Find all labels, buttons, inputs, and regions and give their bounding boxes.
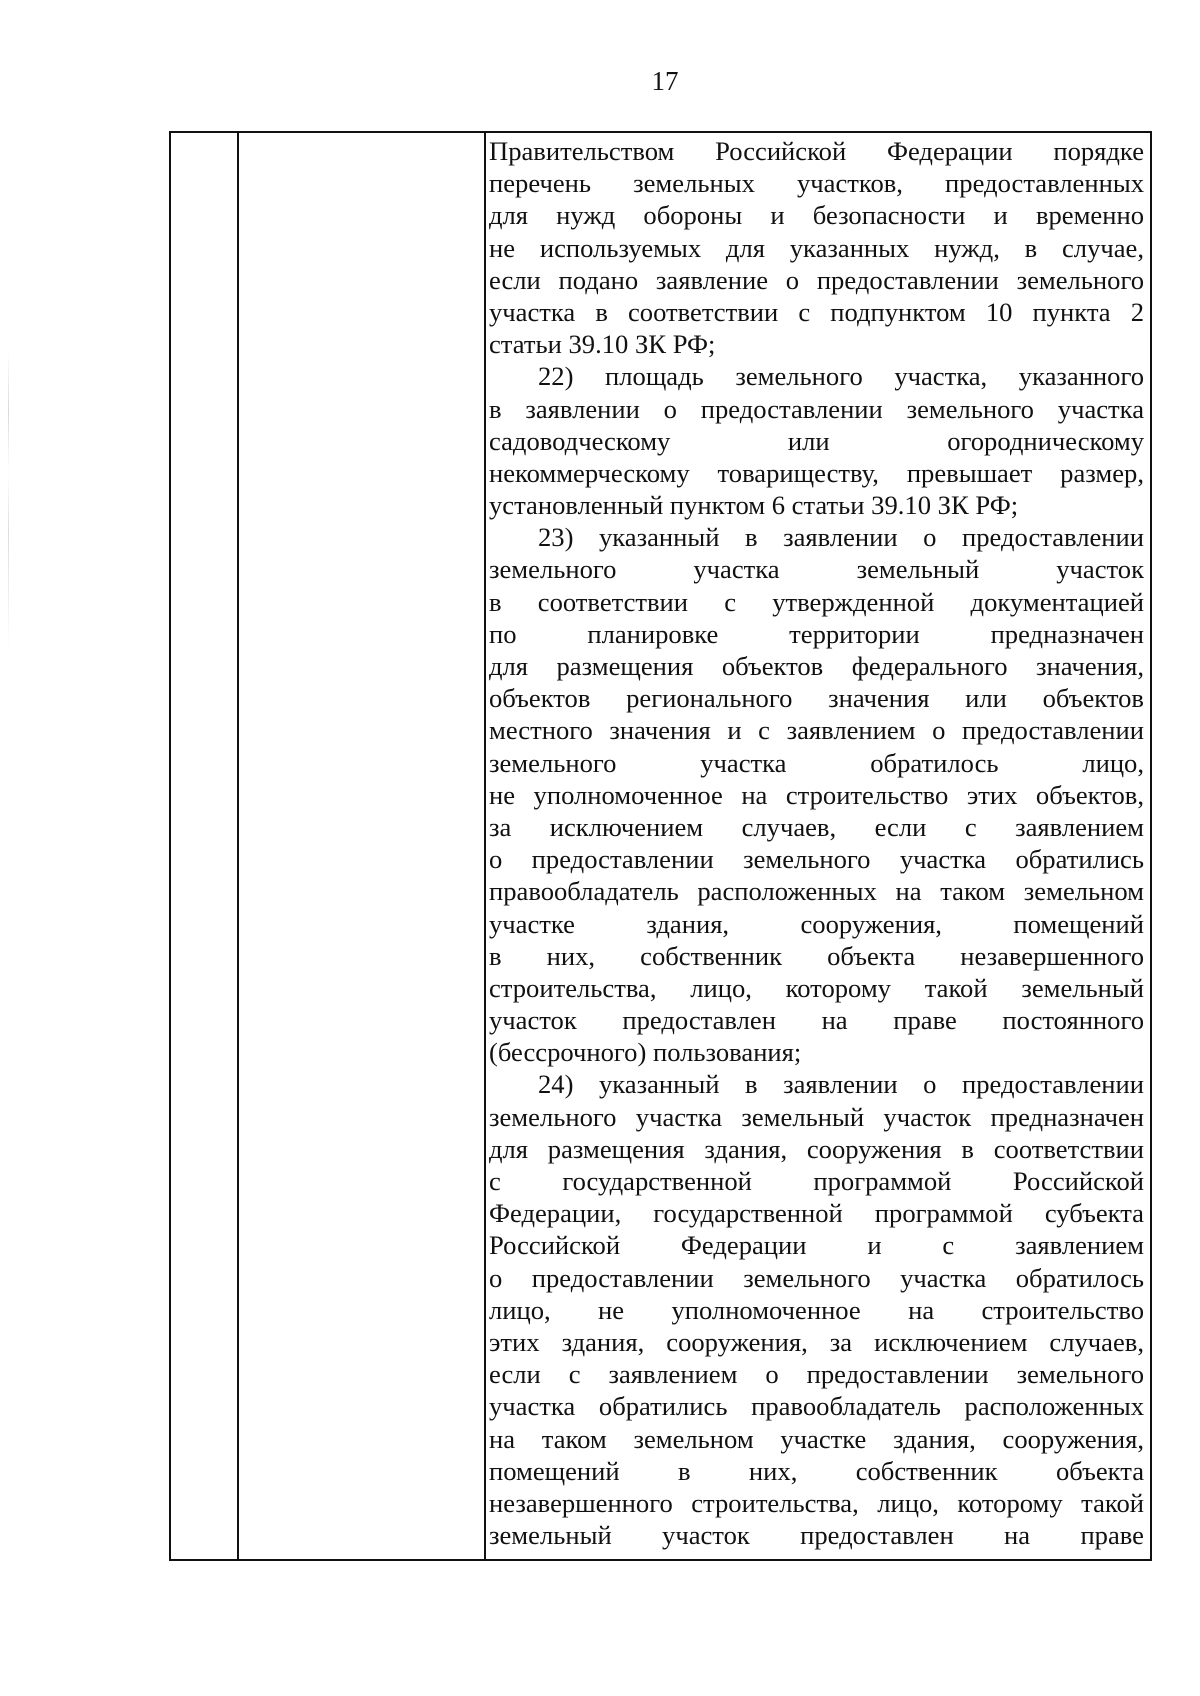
- text-line: земельного участка земельный участок предназначен: [489, 1101, 1144, 1132]
- text-line: объектов регионального значения или объектов: [489, 683, 1144, 714]
- text-line: если подано заявление о предоставлении земельного: [489, 264, 1144, 295]
- scan-margin-mark: [8, 352, 9, 652]
- text-line: на таком земельном участке здания, сооружения,: [489, 1423, 1144, 1454]
- text-line: 22) площадь земельного участка, указанного: [538, 361, 1144, 392]
- text-line: участок предоставлен на праве постоянного: [489, 1005, 1144, 1036]
- text-line: участка в соответствии с подпунктом 10 пункта 2: [489, 296, 1144, 327]
- text-line: за исключением случаев, если с заявлением: [489, 811, 1144, 842]
- text-line: перечень земельных участков, предоставленных: [489, 168, 1144, 199]
- text-line: Российской Федерации и с заявлением: [489, 1230, 1144, 1261]
- text-line: с государственной программой Российской: [489, 1166, 1144, 1196]
- text-line: о предоставлении земельного участка обратились: [489, 844, 1144, 875]
- text-line: 23) указанный в заявлении о предоставлении: [538, 522, 1144, 553]
- text-line: помещений в них, собственник объекта: [489, 1455, 1144, 1486]
- text-line: некоммерческому товариществу, превышает размер,: [489, 457, 1144, 488]
- text-line: земельный участок предоставлен на праве: [489, 1520, 1144, 1551]
- text-line: по планировке территории предназначен: [489, 618, 1144, 649]
- text-line: не уполномоченное на строительство этих объектов,: [489, 779, 1144, 810]
- page-number: 17: [651, 66, 679, 96]
- text-line: в них, собственник объекта незавершенного: [489, 940, 1144, 971]
- text-line: лицо, не уполномоченное на строительство: [489, 1294, 1144, 1325]
- text-line: 24) указанный в заявлении о предоставлении: [538, 1069, 1144, 1100]
- text-line: не используемых для указанных нужд, в случае,: [489, 232, 1144, 263]
- document-table: [169, 131, 1152, 1561]
- text-line: о предоставлении земельного участка обратилось: [489, 1262, 1144, 1293]
- text-line: Правительством Российской Федерации порядке: [489, 136, 1144, 166]
- text-line: для размещения объектов федерального значения,: [489, 651, 1144, 681]
- text-line: для размещения здания, сооружения в соответствии: [489, 1133, 1144, 1164]
- text-line: в заявлении о предоставлении земельного участка: [489, 393, 1144, 424]
- table-cell-text: [489, 135, 1144, 1551]
- text-line: земельного участка обратилось лицо,: [489, 747, 1144, 778]
- text-line: если с заявлением о предоставлении земельного: [489, 1359, 1144, 1390]
- text-line: незавершенного строительства, лицо, которому такой: [489, 1487, 1144, 1518]
- text-line: строительства, лицо, которому такой земельный: [489, 972, 1144, 1003]
- text-line: в соответствии с утвержденной документацией: [489, 586, 1144, 617]
- table-column-divider: [484, 133, 486, 1559]
- text-line: садоводческому или огородническому: [489, 425, 1144, 456]
- text-line: установленный пунктом 6 статьи 39.10 ЗК РФ;: [489, 490, 1019, 521]
- text-line: правообладатель расположенных на таком земельном: [489, 876, 1144, 907]
- text-line: статьи 39.10 ЗК РФ;: [489, 329, 716, 360]
- text-line: земельного участка земельный участок: [489, 554, 1144, 585]
- text-line: местного значения и с заявлением о предоставлении: [489, 715, 1144, 746]
- text-line: для нужд обороны и безопасности и временно: [489, 200, 1144, 231]
- text-line: Федерации, государственной программой субъекта: [489, 1198, 1144, 1229]
- table-column-divider: [237, 133, 239, 1559]
- text-line: участке здания, сооружения, помещений: [489, 908, 1144, 939]
- text-line: этих здания, сооружения, за исключением случаев,: [489, 1326, 1144, 1357]
- text-line: участка обратились правообладатель расположенных: [489, 1391, 1144, 1422]
- text-line: (бессрочного) пользования;: [489, 1037, 802, 1068]
